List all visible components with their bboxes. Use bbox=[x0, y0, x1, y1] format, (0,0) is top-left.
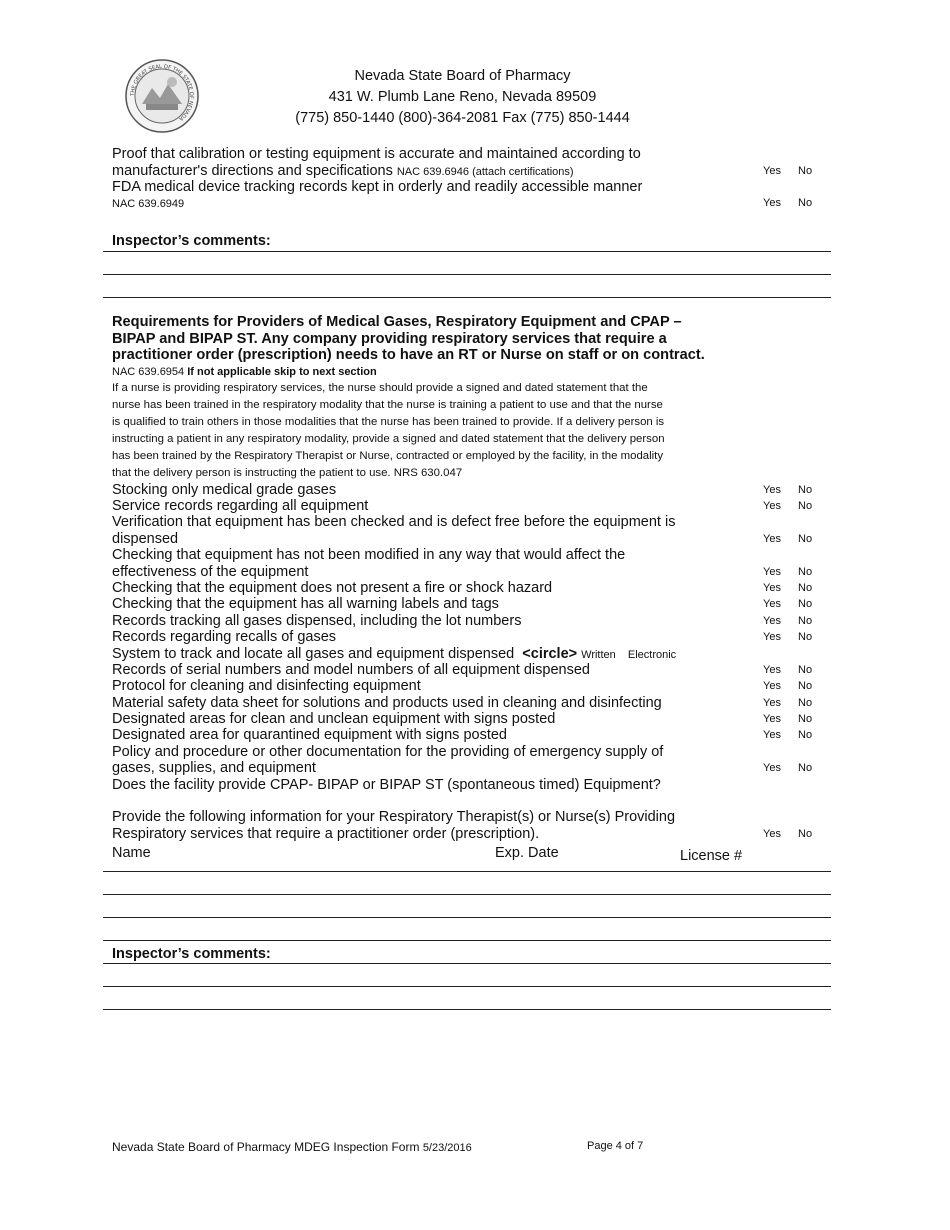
recalls-no[interactable]: No bbox=[798, 631, 813, 643]
serial-yes[interactable]: Yes bbox=[763, 664, 781, 676]
serial-no[interactable]: No bbox=[798, 664, 813, 676]
column-exp-date: Exp. Date bbox=[495, 845, 559, 861]
calibration-item-line2: manufacturer's directions and specifications NAC 639.6946 (attach certifications) bbox=[112, 163, 574, 179]
comment-line[interactable] bbox=[103, 963, 831, 964]
column-name: Name bbox=[112, 845, 151, 861]
fire-yes[interactable]: Yes bbox=[763, 582, 781, 594]
option-electronic[interactable]: Electronic bbox=[627, 649, 677, 661]
item-lot-tracking: Records tracking all gases dispensed, including the lot numbers bbox=[112, 613, 522, 629]
staff-entry-line[interactable] bbox=[103, 871, 831, 872]
tracking-yes[interactable]: Yes bbox=[763, 615, 781, 627]
msds-no[interactable]: No bbox=[798, 697, 813, 709]
skip-note: If not applicable skip to next section bbox=[187, 366, 377, 378]
item-recalls: Records regarding recalls of gases bbox=[112, 629, 337, 645]
policy-no[interactable]: No bbox=[798, 762, 813, 774]
column-license: License # bbox=[680, 848, 743, 864]
staff-entry-line[interactable] bbox=[103, 917, 831, 918]
section-heading: Requirements for Providers of Medical Gases, Respiratory Equipment and CPAP – BIPAP and BIPAP ST. Any company providing respiratory services that require a practitioner order (prescription) needs to have an RT or Nurse on staff or on contract. bbox=[112, 314, 705, 363]
item-provide-info: Provide the following information for your Respiratory Therapist(s) or Nurse(s) Providing bbox=[112, 809, 676, 825]
item-msds: Material safety data sheet for solutions and products used in cleaning and disinfecting bbox=[112, 695, 662, 711]
item-fire-hazard: Checking that the equipment does not present a fire or shock hazard bbox=[112, 580, 553, 596]
item-designated-areas: Designated areas for clean and unclean equipment with signs posted bbox=[112, 711, 556, 727]
item-modified-cont: effectiveness of the equipment bbox=[112, 564, 309, 580]
section-ref: NAC 639.6954 If not applicable skip to next section bbox=[112, 366, 377, 378]
circle-instruction: <circle> bbox=[522, 646, 578, 662]
fda-tracking-ref: NAC 639.6949 bbox=[112, 198, 185, 210]
calibration-item-ref: NAC 639.6946 (attach certifications) bbox=[396, 166, 574, 178]
item-service: Service records regarding all equipment bbox=[112, 498, 369, 514]
item-verification-cont: dispensed bbox=[112, 531, 179, 547]
fda-tracking-no[interactable]: No bbox=[798, 197, 813, 209]
inspector-comments-label: Inspector’s comments: bbox=[112, 946, 271, 962]
staff-entry-line[interactable] bbox=[103, 940, 831, 941]
labels-yes[interactable]: Yes bbox=[763, 598, 781, 610]
cleaning-no[interactable]: No bbox=[798, 680, 813, 692]
fda-tracking-yes[interactable]: Yes bbox=[763, 197, 781, 209]
staff-entry-line[interactable] bbox=[103, 894, 831, 895]
recalls-yes[interactable]: Yes bbox=[763, 631, 781, 643]
item-tracking-system: System to track and locate all gases and equipment dispensed <circle> Written Electronic bbox=[112, 646, 677, 662]
org-name: Nevada State Board of Pharmacy bbox=[354, 68, 571, 84]
calibration-no[interactable]: No bbox=[798, 165, 813, 177]
provide-info-no[interactable]: No bbox=[798, 828, 813, 840]
verification-no[interactable]: No bbox=[798, 533, 813, 545]
fire-no[interactable]: No bbox=[798, 582, 813, 594]
service-no[interactable]: No bbox=[798, 500, 813, 512]
service-yes[interactable]: Yes bbox=[763, 500, 781, 512]
item-quarantine-area: Designated area for quarantined equipment with signs posted bbox=[112, 727, 507, 743]
svg-text:THE GREAT SEAL OF THE STATE OF: THE GREAT SEAL OF THE STATE OF NEVADA bbox=[129, 63, 195, 122]
comment-line[interactable] bbox=[103, 986, 831, 987]
cleaning-yes[interactable]: Yes bbox=[763, 680, 781, 692]
modified-no[interactable]: No bbox=[798, 566, 813, 578]
msds-yes[interactable]: Yes bbox=[763, 697, 781, 709]
areas-no[interactable]: No bbox=[798, 713, 813, 725]
org-address: 431 W. Plumb Lane Reno, Nevada 89509 bbox=[328, 89, 597, 105]
policy-yes[interactable]: Yes bbox=[763, 762, 781, 774]
item-cpap-question: Does the facility provide CPAP- BIPAP or BIPAP ST (spontaneous timed) Equipment? bbox=[112, 777, 661, 793]
state-seal bbox=[124, 58, 200, 134]
verification-yes[interactable]: Yes bbox=[763, 533, 781, 545]
nurse-statement-paragraph: If a nurse is providing respiratory services, the nurse should provide a signed and dated statement that the nurse has been trained in the respiratory modality that the nurse is training a patient to use and that the nurse is qualified to train others in those modalities that the nurse has been trained to provide. If a delivery person is instructing a patient in any respiratory modality, provide a signed and dated statement that the delivery person has been trained by the Respiratory Therapist or Nurse, contracted or employed by the facility, in the modality that the delivery person is instructing the patient to use. NRS 630.047 bbox=[112, 382, 665, 479]
item-modified: Checking that equipment has not been modified in any way that would affect the bbox=[112, 547, 626, 563]
footer-form-title: Nevada State Board of Pharmacy MDEG Inspection Form 5/23/2016 bbox=[112, 1140, 472, 1154]
comment-line[interactable] bbox=[103, 297, 831, 298]
item-stocking: Stocking only medical grade gases bbox=[112, 482, 337, 498]
areas-yes[interactable]: Yes bbox=[763, 713, 781, 725]
stocking-yes[interactable]: Yes bbox=[763, 484, 781, 496]
labels-no[interactable]: No bbox=[798, 598, 813, 610]
item-warning-labels: Checking that the equipment has all warning labels and tags bbox=[112, 596, 499, 612]
comment-line[interactable] bbox=[103, 251, 831, 252]
comment-line[interactable] bbox=[103, 1009, 831, 1010]
tracking-no[interactable]: No bbox=[798, 615, 813, 627]
item-emergency-policy-cont: gases, supplies, and equipment bbox=[112, 760, 316, 776]
stocking-no[interactable]: No bbox=[798, 484, 813, 496]
calibration-yes[interactable]: Yes bbox=[763, 165, 781, 177]
item-provide-info-cont: Respiratory services that require a practitioner order (prescription). bbox=[112, 826, 540, 842]
item-emergency-policy: Policy and procedure or other documentation for the providing of emergency supply of bbox=[112, 744, 664, 760]
quarantine-yes[interactable]: Yes bbox=[763, 729, 781, 741]
item-serial-records: Records of serial numbers and model numbers of all equipment dispensed bbox=[112, 662, 590, 678]
item-verification: Verification that equipment has been checked and is defect free before the equipment is bbox=[112, 514, 676, 530]
org-phones: (775) 850-1440 (800)-364-2081 Fax (775) 850-1444 bbox=[295, 110, 630, 126]
modified-yes[interactable]: Yes bbox=[763, 566, 781, 578]
provide-info-yes[interactable]: Yes bbox=[763, 828, 781, 840]
calibration-item-line1: Proof that calibration or testing equipment is accurate and maintained according to bbox=[112, 146, 641, 162]
item-cleaning-protocol: Protocol for cleaning and disinfecting equipment bbox=[112, 678, 421, 694]
page-number: Page 4 of 7 bbox=[587, 1140, 644, 1152]
inspector-comments-label: Inspector’s comments: bbox=[112, 233, 271, 249]
option-written[interactable]: Written bbox=[581, 649, 616, 661]
fda-tracking-item: FDA medical device tracking records kept in orderly and readily accessible manner bbox=[112, 179, 643, 195]
comment-line[interactable] bbox=[103, 274, 831, 275]
quarantine-no[interactable]: No bbox=[798, 729, 813, 741]
